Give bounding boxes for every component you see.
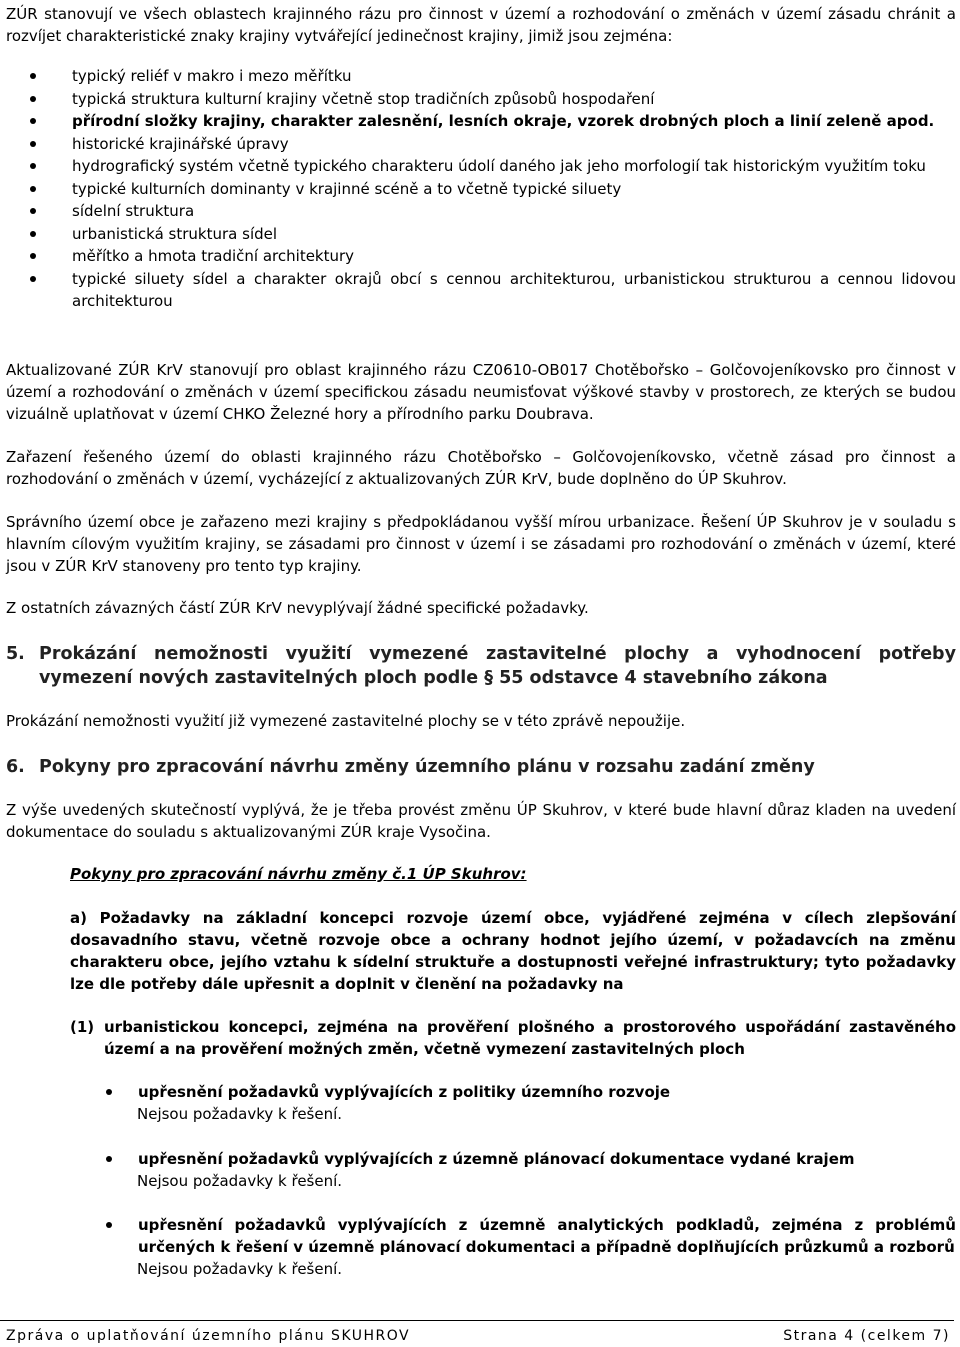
list-item: urbanistická struktura sídel [6, 223, 956, 246]
instructions-subtitle [70, 863, 956, 885]
section-5-text: Prokázání nemožnosti využití již vymezené zastavitelné plochy se v této zprávě nepoužije. [6, 712, 686, 730]
subtitle-text: Pokyny pro zpracování návrhu změny č.1 ÚP Skuhrov: [70, 865, 527, 883]
item-heading: upřesnění požadavků vyplývajících z územně analytických podkladů, zejména z problémů určených k řešení v územně plánovací dokumentaci a případně doplňujících průzkumů a rozborů [138, 1216, 956, 1256]
paragraph-spravni-uzemi: Správního území obce je zařazeno mezi krajiny s předpokládanou vyšší mírou urbanizace. Řešení ÚP Skuhrov je v souladu s hlavním cílovým využitím krajiny, se zásadami pro činnost v území i se zásadami pro rozhodování o změnách v území, které jsou v ZÚR KrV stanoveny pro tento typ krajiny. [6, 513, 956, 575]
requirement-text: urbanistickou koncepci, zejména na prověření plošného a prostorového uspořádání zastavěného území a na prověření možných změn, včetně vymezení zastavitelných ploch [104, 1018, 956, 1058]
section-title: Pokyny pro zpracování návrhu změny územního plánu v rozsahu zadání změny [39, 757, 815, 777]
list-item: typické siluety sídel a charakter okrajů obcí s cennou architekturou, urbanistickou strukturou a cennou lidovou architekturou [6, 268, 956, 313]
paragraph-zarazeni: Zařazení řešeného území do oblasti krajinného rázu Chotěbořsko – Golčovojeníkovsko, včetně zásad pro činnost a rozhodování o změnách v území, vycházející z aktualizovaných ZÚR KrV, bude doplněno do ÚP Skuhrov. [6, 448, 956, 488]
list-item: typické kulturních dominanty v krajinné scéně a to včetně typické siluety [6, 178, 956, 201]
requirement-number: (1) [70, 1018, 95, 1036]
section-6-heading [6, 755, 956, 779]
landscape-features-list [6, 65, 956, 313]
bullet-dot [106, 1222, 112, 1228]
requirement-item [6, 1148, 956, 1192]
bullet-dot [106, 1156, 112, 1162]
list-item: hydrografický systém včetně typického charakteru údolí daného jak jeho morfologií tak historickým využitím toku [6, 155, 956, 178]
list-item: typický reliéf v makro i mezo měřítku [6, 65, 956, 88]
paragraph-oblast: Aktualizované ZÚR KrV stanovují pro oblast krajinného rázu CZ0610-OB017 Chotěbořsko – Golčovojeníkovsko pro činnost v území a rozhodování o změnách v území specifickou zásadu neumisťovat výškové stavby v prostorech, ze kterých se budou vizuálně uplatňovat v území CHKO Železné hory a přírodního parku Doubrava. [6, 361, 956, 423]
requirement-item [6, 1214, 956, 1280]
requirement-1 [6, 1016, 956, 1060]
section-number: 5. [6, 644, 25, 664]
section-6-text: Z výše uvedených skutečností vyplývá, že je třeba provést změnu ÚP Skuhrov, v které bude hlavní důraz kladen na uvedení dokumentace do souladu s aktualizovanými ZÚR kraje Vysočina. [6, 801, 956, 841]
list-item: sídelní struktura [6, 200, 956, 223]
section-number: 6. [6, 757, 25, 777]
requirement-a: a) Požadavky na základní koncepci rozvoje území obce, vyjádřené zejména v cílech zlepšování dosavadního stavu, včetně rozvoje obce a ochrany hodnot jejího území, v požadavcích na změnu charakteru obce, jejího vztahu k sídelní struktuře a dostupnosti veřejné infrastruktury; tyto požadavky lze dle potřeby dále upřesnit a doplnit v členění na požadavky na [70, 909, 956, 993]
bullet-dot [106, 1089, 112, 1095]
item-note: Nejsou požadavky k řešení. [137, 1260, 343, 1278]
section-title: Prokázání nemožnosti využití vymezené zastavitelné plochy a vyhodnocení potřeby vymezení nových zastavitelných ploch podle § 55 odstavce 4 stavebního zákona [39, 644, 956, 688]
footer-page-number: Strana 4 (celkem 7) [783, 1328, 950, 1344]
list-item: historické krajinářské úpravy [6, 133, 956, 156]
requirement-item [6, 1081, 956, 1125]
list-item: typická struktura kulturní krajiny včetně stop tradičních způsobů hospodaření [6, 88, 956, 111]
paragraph-ostatni: Z ostatních závazných částí ZÚR KrV nevyplývají žádné specifické požadavky. [6, 599, 589, 617]
item-heading: upřesnění požadavků vyplývajících z územně plánovací dokumentace vydané krajem [138, 1150, 855, 1168]
footer-document-title: Zpráva o uplatňování územního plánu SKUHROV [6, 1328, 411, 1344]
item-note: Nejsou požadavky k řešení. [137, 1172, 343, 1190]
intro-paragraph: ZÚR stanovují ve všech oblastech krajinného rázu pro činnost v území a rozhodování o změnách v území zásadu chránit a rozvíjet charakteristické znaky krajiny vytvářející jedinečnost krajiny, jimiž jsou zejména: [6, 5, 956, 45]
item-heading: upřesnění požadavků vyplývajících z politiky územního rozvoje [138, 1083, 671, 1101]
section-5-heading [6, 642, 956, 690]
list-item: měřítko a hmota tradiční architektury [6, 245, 956, 268]
item-note: Nejsou požadavky k řešení. [137, 1105, 343, 1123]
list-item: přírodní složky krajiny, charakter zalesnění, lesních okraje, vzorek drobných ploch a linií zeleně apod. [6, 110, 956, 133]
page-footer [0, 1320, 954, 1347]
